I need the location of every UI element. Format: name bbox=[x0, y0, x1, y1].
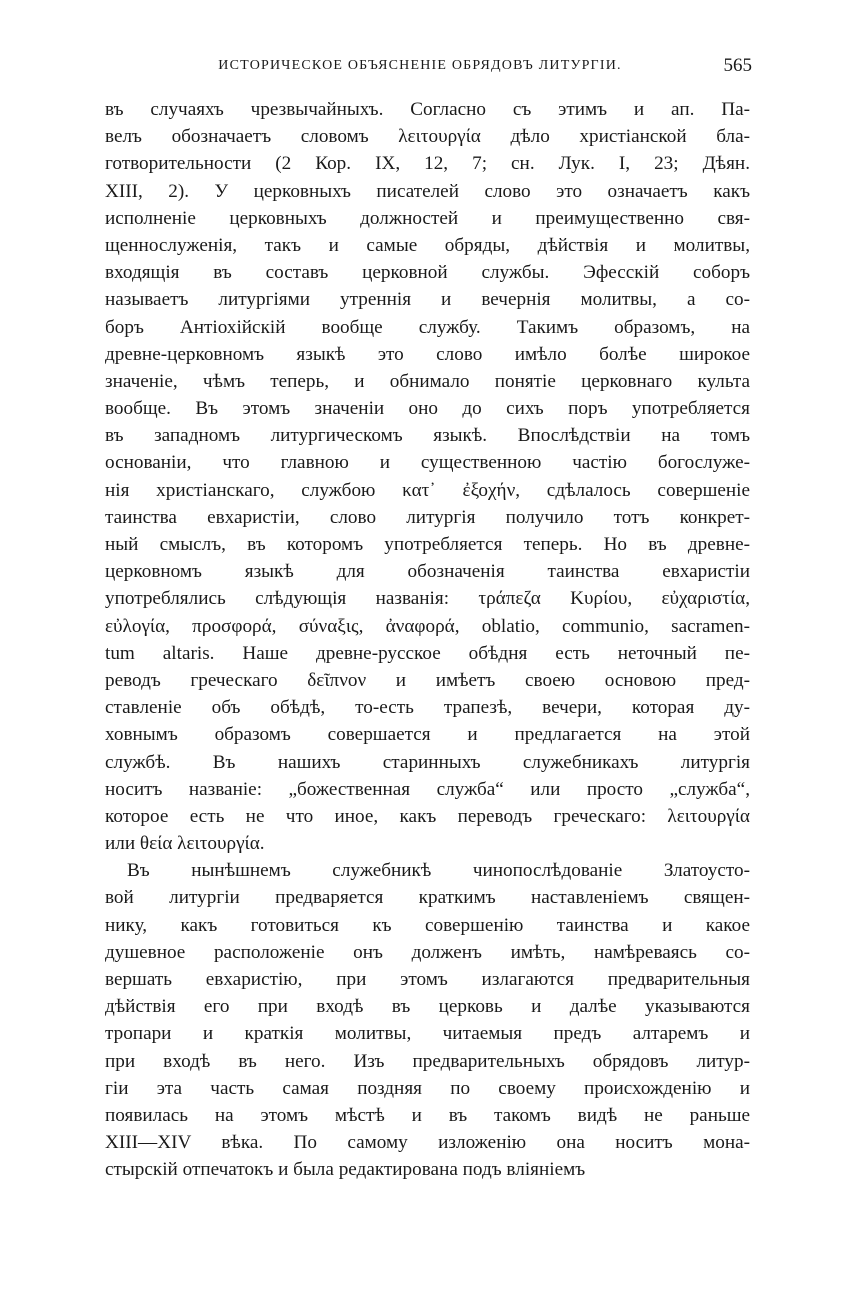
text-line: таинства евхаристіи, слово литургія получило тотъ конкрет- bbox=[105, 506, 750, 528]
text-line: нія христіанскаго, службою κατ᾽ ἐξοχήν, сдѣлалось совершеніе bbox=[105, 479, 750, 501]
running-title: ИСТОРИЧЕСКОЕ ОБЪЯСНЕНІЕ ОБРЯДОВЪ ЛИТУРГІИ. bbox=[218, 58, 622, 73]
paragraph bbox=[105, 96, 750, 857]
text-line: ный смыслъ, въ которомъ употребляется теперь. Но въ древне- bbox=[105, 534, 750, 555]
text-line: душевное расположеніе онъ долженъ имѣть, намѣреваясь со- bbox=[105, 941, 750, 963]
text-line: XIII, 2). У церковныхъ писателей слово это означаетъ какъ bbox=[105, 180, 750, 202]
text-line: щеннослуженія, такъ и самые обряды, дѣйствія и молитвы, bbox=[105, 234, 750, 256]
text-line: носитъ названіе: „божественная служба“ или просто „служба“, bbox=[105, 778, 750, 800]
text-line: дѣйствія его при входѣ въ церковь и далѣе указываются bbox=[105, 996, 750, 1018]
text-line: стырскій отпечатокъ и была редактирована подъ вліяніемъ bbox=[105, 1159, 586, 1181]
body-text bbox=[105, 96, 750, 1184]
text-line: вообще. Въ этомъ значеніи оно до сихъ поръ употребляется bbox=[105, 398, 750, 420]
text-line: готворительности (2 Кор. IX, 12, 7; сн. Лук. I, 23; Дѣян. bbox=[105, 153, 750, 175]
text-line: или θεία λειτουργία. bbox=[105, 833, 265, 855]
text-line: называетъ литургіями утреннія и вечернія молитвы, а со- bbox=[105, 289, 750, 311]
text-line: гіи эта часть самая поздняя по своему происхожденію и bbox=[105, 1077, 750, 1099]
text-line: вой литургіи предваряется краткимъ наставленіемъ священ- bbox=[105, 887, 750, 909]
text-line: при входѣ въ него. Изъ предварительныхъ обрядовъ литур- bbox=[105, 1050, 750, 1072]
text-line: древне-церковномъ языкѣ это слово имѣло болѣе широкое bbox=[105, 343, 750, 365]
paragraph bbox=[105, 857, 750, 1183]
text-line: въ случаяхъ чрезвычайныхъ. Согласно съ этимъ и ап. Па- bbox=[105, 99, 750, 120]
text-line: значеніе, чѣмъ теперь, и обнимало понятіе церковнаго культа bbox=[105, 370, 750, 392]
text-line: употреблялись слѣдующія названія: τράπεζα Κυρίου, εὐχαριστία, bbox=[105, 588, 750, 610]
text-line: основаніи, что главною и существенною частію богослуже- bbox=[105, 452, 750, 474]
text-line: службѣ. Въ нашихъ старинныхъ служебникахъ литургія bbox=[105, 751, 750, 773]
text-line: велъ обозначаетъ словомъ λειτουργία дѣло христіанской бла- bbox=[105, 126, 750, 148]
text-line: тропари и краткія молитвы, читаемыя предъ алтаремъ и bbox=[105, 1023, 750, 1045]
text-line: ховнымъ образомъ совершается и предлагается на этой bbox=[105, 724, 750, 746]
text-line: εὐλογία, προσφορά, σύναξις, ἀναφορά, oblatio, communio, sacramen- bbox=[105, 615, 750, 637]
text-line: которое есть не что иное, какъ переводъ греческаго: λειτουργία bbox=[105, 805, 750, 827]
text-line: входящія въ составъ церковной службы. Эфесскій соборъ bbox=[105, 262, 750, 284]
text-line: tum altaris. Наше древне-русское обѣдня есть неточный пе- bbox=[105, 642, 750, 664]
text-line: вершать евхаристію, при этомъ излагаются предварительныя bbox=[105, 969, 750, 990]
text-line: церковномъ языкѣ для обозначенія таинства евхаристіи bbox=[105, 561, 750, 583]
text-line: реводъ греческаго δεῖπνον и имѣетъ своею основою пред- bbox=[105, 669, 750, 691]
text-line: ставленіе объ обѣдѣ, то-есть трапезѣ, вечери, которая ду- bbox=[105, 697, 750, 719]
text-line: нику, какъ готовиться къ совершенію таинства и какое bbox=[105, 914, 750, 936]
text-line: появилась на этомъ мѣстѣ и въ такомъ видѣ не раньше bbox=[105, 1104, 750, 1126]
text-line: XIII—XIV вѣка. По самому изложенію она носитъ мона- bbox=[105, 1132, 750, 1154]
page-number: 565 bbox=[723, 55, 752, 76]
text-line: Въ нынѣшнемъ служебникѣ чинопослѣдованіе Златоусто- bbox=[127, 860, 750, 882]
text-line: въ западномъ литургическомъ языкѣ. Впослѣдствіи на томъ bbox=[105, 425, 750, 447]
text-line: исполненіе церковныхъ должностей и преимущественно свя- bbox=[105, 207, 750, 229]
text-line: боръ Антіохійскій вообще службу. Такимъ образомъ, на bbox=[105, 316, 750, 338]
